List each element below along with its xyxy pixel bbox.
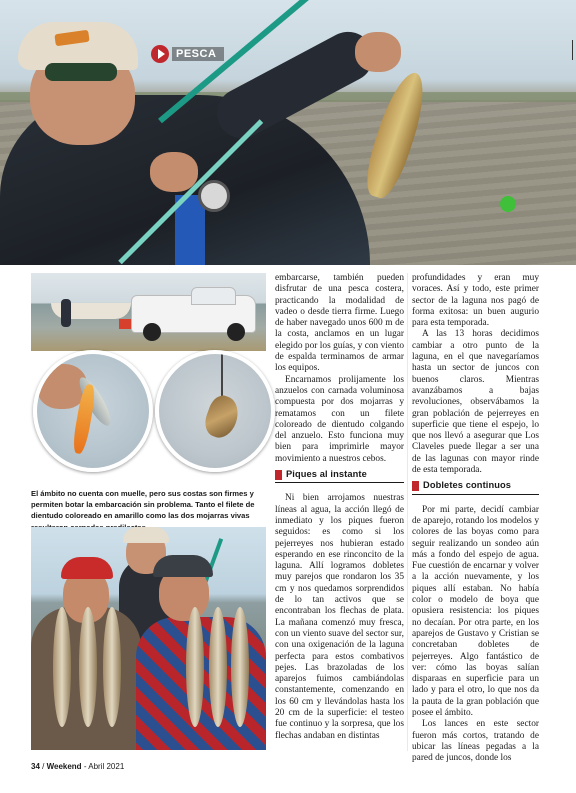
subheading [275,469,404,483]
section-tag [151,44,224,64]
play-arrow-icon [151,45,169,63]
article-column-2 [275,273,404,742]
paragraph: profundidades y eran muy voraces. Así y todo, este primer sector de la laguna nos pagó de forma exitosa: un buen augurio para esta temporada. [412,273,539,329]
pejerrey-fish [231,607,249,727]
paragraph: A las 13 horas decidimos cambiar a otro punto de la laguna, en el que navegaríamos hasta un sector de juncos con buenos claros. Mientras avanzábamos a bajas revoluciones, observábamos la gran población de pejerreyes en superficie que tiene el espejo, lo que nos llevó a asegurar que Los Claveles puede llegar a ser una de las lagunas con mayor rinde de esta temporada. [412,329,539,476]
paragraph: embarcarse, también pueden disfrutar de una pesca costera, practicando la modalidad de vadeo o desde tierra firme. Luego de haber navegado unos 600 m de la costa, anclamos en un lugar elegido por los guías, y con viento de espalda terminamos de armar los equipos. [275,273,404,374]
paragraph: Los lances en este sector fueron más cortos, tratando de ubicar las líneas pegadas a la pared de juncos, donde los [412,719,539,764]
fishing-reel [198,180,230,212]
truck-cab [191,287,236,305]
sunglasses [45,63,117,81]
magazine-name: Weekend [46,762,82,771]
person [61,299,71,327]
angler-hand-rod [150,152,198,192]
fishing-line [221,354,223,399]
hero-photo [0,0,576,265]
truck-wheel [227,323,245,341]
angler-cap [153,555,213,577]
paragraph: Encarnamos prolijamente los anzuelos con carnada voluminosa compuesta por dos mojarras y rematamos con un filete coloreado de dientudo colgando del anzuelo. Esto funciona muy bien para imprimirle mayor movimiento a nuestros cebos. [275,374,404,464]
anglers-group-photo [31,527,266,750]
truck-wheel [143,323,161,341]
bait-circle-photo-2 [155,350,275,472]
footer-separator: / [42,762,47,771]
subheading-marker [412,481,419,491]
page-number: 34 [31,762,40,771]
pejerrey-fish [53,607,71,727]
subheading-text: Piques al instante [286,469,367,480]
section-tag-label: PESCA [172,47,224,61]
column-divider [407,273,408,751]
article-column-3 [412,273,539,764]
bait-circle-photo-1 [33,350,153,472]
pejerrey-fish [209,607,227,727]
paragraph: Ni bien arrojamos nuestras líneas al agua, la acción llegó de inmediato y los piques fueron seguidos: es como si los pejerreyes nos hubieran estado esperando en ese rinconcito de la laguna. Allí logramos dobletes muy parejos que rondaron los 35 cm y nos quedamos sorprendidos de lo tan activos que se encontraban los flechas de plata. La mañana comenzó muy fresca, con un viento suave del sector sur, con una oxigenación de la laguna perfecta para estos combativos pejes. Las brazoladas de los aparejos fuimos cambiándolas constantemente, comenzando en los 60 cm y llevándolas hasta los 20 cm de la superficie: el testeo fue continuo y la sorpresa, que los flechas andaban en distintas [275,493,404,741]
subheading-text: Dobletes continuos [423,480,512,491]
angler-cap [61,557,113,579]
page-footer [31,762,124,771]
truck-boat-photo [31,273,266,351]
pejerrey-fish [79,607,97,727]
issue-date: - Abril 2021 [83,762,125,771]
photo-caption: El ámbito no cuenta con muelle, pero sus costas son firmes y permiten botar la embarcación sin problema. Tanto el filete de dientudo coloreado en amarillo como las dos mojarras vivas [31,489,255,521]
pejerrey-fish [186,607,204,727]
angler-cap [123,527,169,543]
paragraph: Por mi parte, decidí cambiar de aparejo, rotando los modelos y colores de las boyas como para seguir realizando un sondeo aún más a fondo del espejo de agua. Fue cuestión de encarnar y volver a la acción nuevamente, y los piques allí estaban. No había color o modelo de boya que opusiera resistencia: los piques no decaían. Por otra parte, en los aparejos de Gustavo y Cristian se concretaban dobletes de pejerreyes. Algo fantástico de ver: cómo las boyas salían disparaas en superficie para un lado y para el otro, lo que nos da la pauta de la gran población que posee el ámbito. [412,504,539,718]
crop-mark [572,40,573,60]
green-float [500,196,516,212]
baited-hook [201,392,244,442]
subheading-marker [275,470,282,480]
subheading [412,480,539,494]
angler-hand-line [355,32,401,72]
pejerrey-fish [103,607,121,727]
